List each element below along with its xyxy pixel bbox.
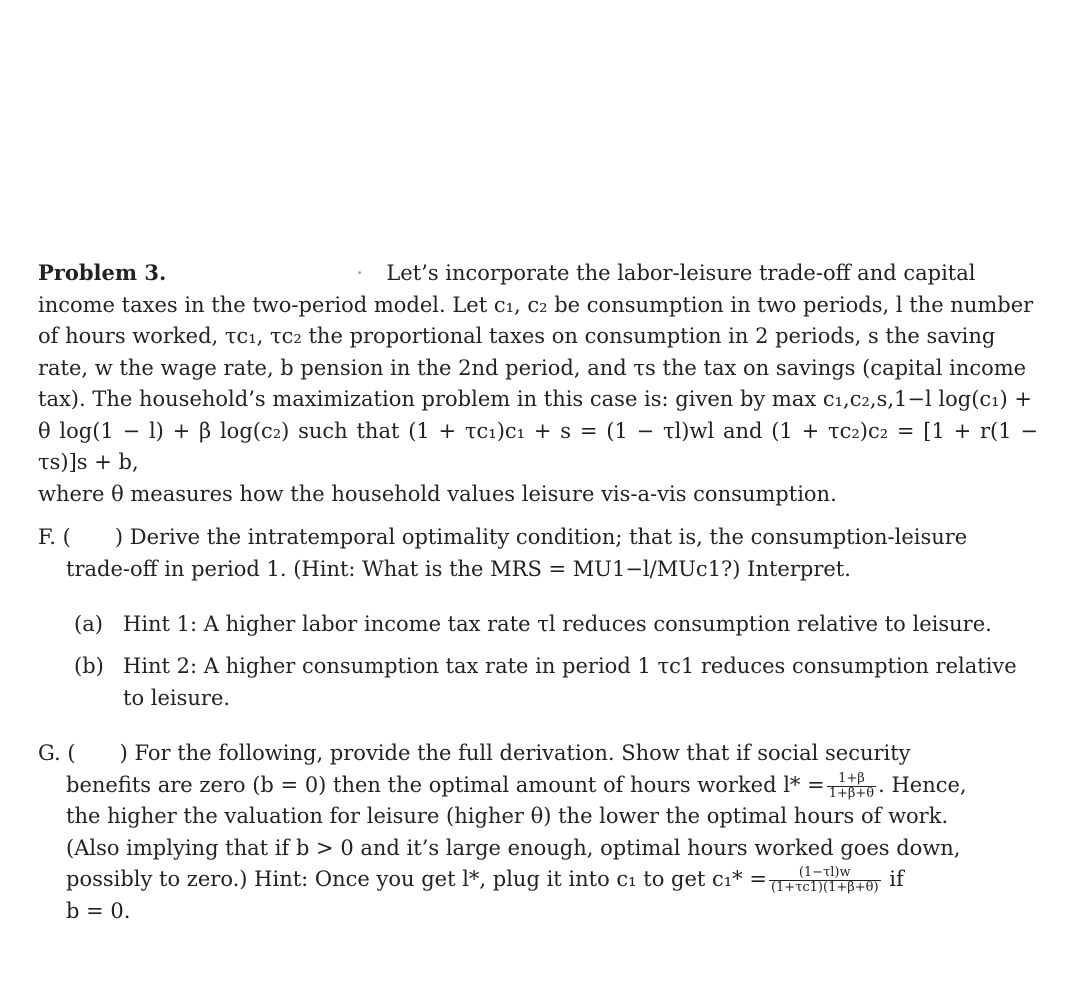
part-f-line-1: Derive the intratemporal optimality condition; that is, the consumption-leisure: [129, 525, 968, 549]
part-g-line-2b: . Hence,: [878, 772, 967, 797]
part-g-line-4: (Also implying that if b > 0 and it’s large enough, optimal hours worked goes down,: [66, 835, 961, 860]
hint-b-text: Hint 2: A higher consumption tax rate in period 1 τc1 reduces consumption relative to leisure.: [123, 654, 1017, 710]
part-g-line-3: the higher the valuation for leisure (higher θ) the lower the optimal hours of work.: [66, 804, 949, 828]
problem-statement: Problem 3. · Let’s incorporate the labor-leisure trade-off and capital income taxes in the two-period model. Let c₁, c₂ be consumption in two periods, l the number of hours worked, τc₁, τc₂ the proportional taxes on consumption in 2 periods, s the saving rate, w the wage rate, b pension in the 2nd period, and τs the tax on savings (capital income tax). The household’s maximization problem in this case is: given by max c₁,c₂,s,1−l log(c₁) + θ log(1 − l) + β log(c₂) such that (1 + τc₁)c₁ + s = (1 − τl)wl and (1 + τc₂)c₂ = [1 + r(1 − τs)]s + b, where θ measures how the household values leisure vis-a-vis consumption.: [38, 260, 1038, 506]
part-g-line-1: For the following, provide the full derivation. Show that if social security: [134, 741, 911, 765]
part-g-close: ): [119, 741, 128, 765]
part-g-line-2: [38, 770, 1038, 802]
problem-heading: Problem 3.: [38, 260, 167, 285]
part-g-line-5b: if: [889, 867, 904, 891]
part-f-label: F. (: [38, 525, 71, 549]
hint-a: [74, 609, 1039, 641]
problem-line-7: where θ measures how the household values leisure vis-a-vis consumption.: [38, 481, 837, 506]
hint-b: [74, 651, 1039, 714]
part-g: [38, 738, 1038, 927]
problem-line-1: Let’s incorporate the labor-leisure trade-off and capital: [386, 261, 976, 285]
part-g-label: G. (: [38, 741, 76, 765]
hint-a-label: (a): [74, 612, 103, 636]
problem-line-2: income taxes in the two-period model. Let c₁, c₂ be consumption in two periods, l the number: [38, 292, 1034, 317]
hours-fraction-num: 1+β: [827, 772, 876, 787]
consumption-fraction-num: (1−τl)w: [769, 866, 881, 881]
consumption-fraction: [769, 866, 881, 895]
part-g-line-6: b = 0.: [66, 898, 131, 923]
hours-fraction-den: 1+β+θ: [828, 785, 875, 801]
part-f-line-2: trade-off in period 1. (Hint: What is the MRS = MU1−l/MUc1?) Interpret.: [66, 556, 851, 581]
part-g-line-2a: benefits are zero (b = 0) then the optimal amount of hours worked l* =: [66, 772, 825, 797]
part-g-line-5: [38, 864, 1038, 896]
problem-line-4: rate, w the wage rate, b pension in the 2nd period, and τs the tax on savings (capital income: [38, 355, 1027, 380]
problem-line-5: tax). The household’s maximization problem in this case is: given by max c₁,c₂,s,1−l log(c₁) +: [38, 387, 1033, 411]
part-g-line-5a: possibly to zero.) Hint: Once you get l*, plug it into c₁ to get c₁* =: [66, 867, 767, 891]
hint-b-label: (b): [74, 654, 104, 678]
problem-line-3: of hours worked, τc₁, τc₂ the proportional taxes on consumption in 2 periods, s the saving: [38, 324, 996, 348]
consumption-fraction-den: (1+τc1)(1+β+θ): [770, 880, 879, 895]
part-f: [38, 522, 1038, 585]
problem-line-6: θ log(1 − l) + β log(c₂) such that (1 + τc₁)c₁ + s = (1 − τl)wl and (1 + τc₂)c₂ = [1 + r(1 − τs)]s + b,: [38, 418, 1038, 474]
part-f-close: ): [114, 525, 124, 549]
hours-fraction: [827, 772, 876, 801]
hint-a-text: Hint 1: A higher labor income tax rate τl reduces consumption relative to leisure.: [123, 612, 992, 636]
